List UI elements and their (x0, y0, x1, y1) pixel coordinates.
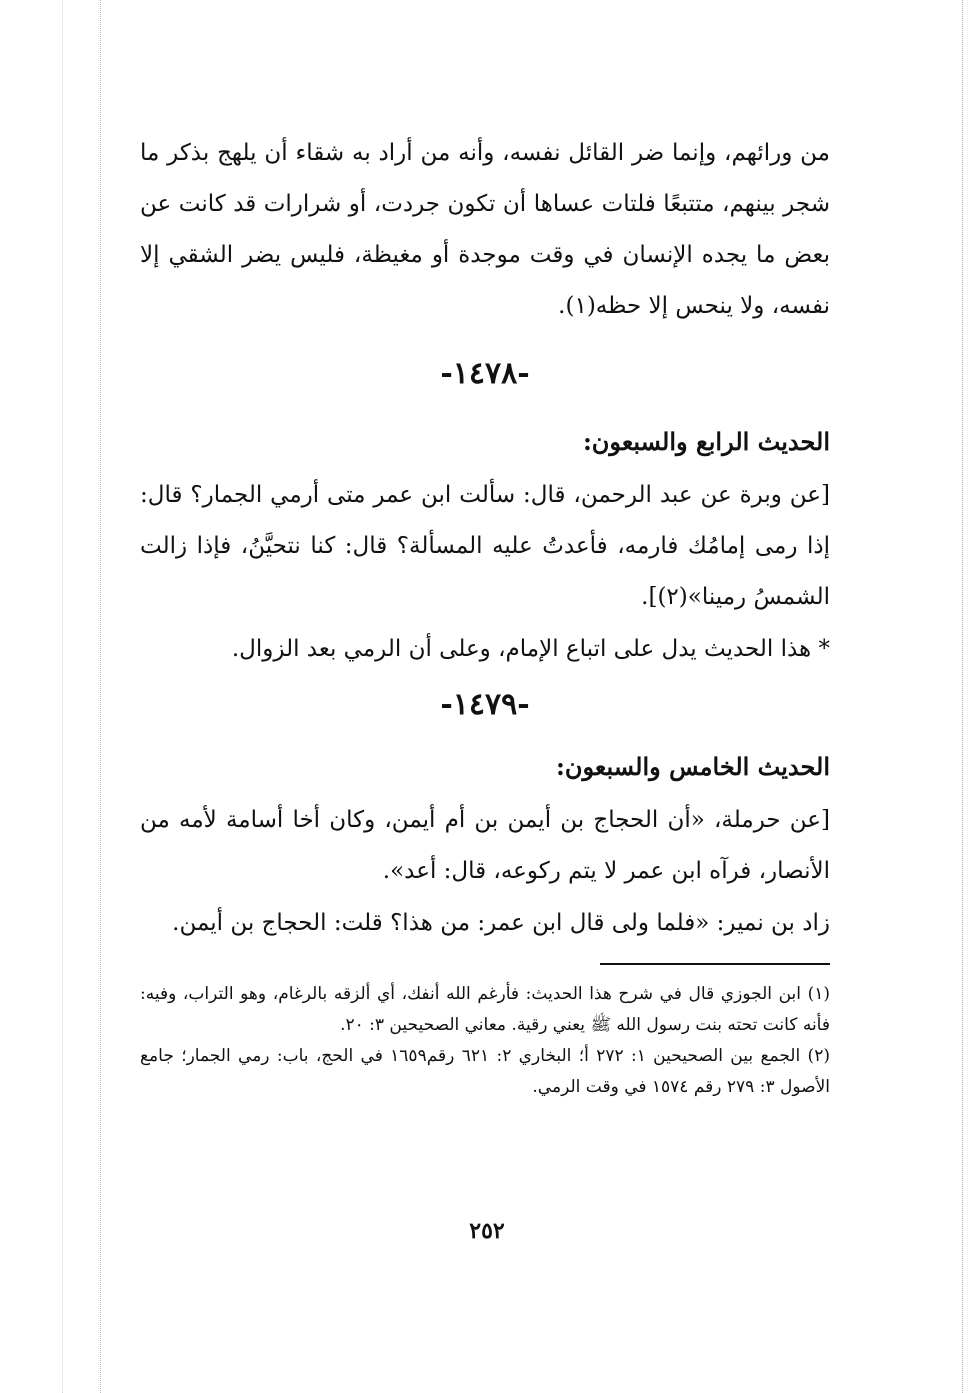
book-page (140, 128, 830, 1103)
page-number: ٢٥٢ (469, 1218, 505, 1244)
hadith-1479-addition: زاد بن نمير: «فلما ولى قال ابن عمر: من هذا؟ قلت: الحجاج بن أيمن. (172, 910, 830, 936)
hadith-1478-comment: * هذا الحديث يدل على اتباع الإمام، وعلى أن الرمي بعد الزوال. (231, 636, 830, 662)
hadith-1478-text: [عن وبرة عن عبد الرحمن، قال: سألت ابن عمر متى أرمي الجمار؟ قال: إذا رمى إمامُك فارمه، فأعدتُ عليه المسألة؟ قال: كنا نتحيَّنُ، فإذا زالت الشمسُ رمينا»(٢)]. (140, 482, 830, 610)
footnote-1: (١) ابن الجوزي قال في شرح هذا الحديث: فأرغم الله أنفك، أي ألزقه بالرغام، وهو التراب، وفيه: فأنه كانت تحته بنت رسول الله ﷺ يعني رقية. معاني الصحيحين ٣: ٢٠. (140, 984, 830, 1035)
scan-edge-dots (962, 0, 963, 1393)
scan-edge-dots (62, 0, 63, 1393)
scan-edge-dots (100, 0, 101, 1393)
footnote-2: (٢) الجمع بين الصحيحين ١: ٢٧٢ أ؛ البخاري ٢: ٦٢١ رقم١٦٥٩ في الحج، باب: رمي الجمار؛ جامع الأصول ٣: ٢٧٩ رقم ١٥٧٤ في وقت الرمي. (140, 1046, 830, 1097)
hadith-1479-title: الحديث الخامس والسبعون: (556, 752, 830, 781)
hadith-number-1479: -١٤٧٩- (440, 687, 530, 722)
hadith-1478-title: الحديث الرابع والسبعون: (582, 427, 830, 456)
hadith-1479-text: [عن حرملة، «أن الحجاج بن أيمن بن أم أيمن، وكان أخا أسامة لأمه من الأنصار، فرآه ابن عمر لا يتم ركوعه، قال: أعد». (140, 807, 830, 884)
hadith-number-1478: -١٤٧٨- (440, 356, 530, 391)
continuation-paragraph: من ورائهم، وإنما ضر القائل نفسه، وأنه من أراد به شقاء أن يلهج بذكر ما شجر بينهم، متتبعًا فلتات عساها أن تكون جردت، أو شرارات قد كانت عن بعض ما يجده الإنسان في وقت موجدة أو مغيظة، فليس يضر الشقي إلا نفسه، ولا ينحس إلا حظه(١). (140, 140, 830, 319)
